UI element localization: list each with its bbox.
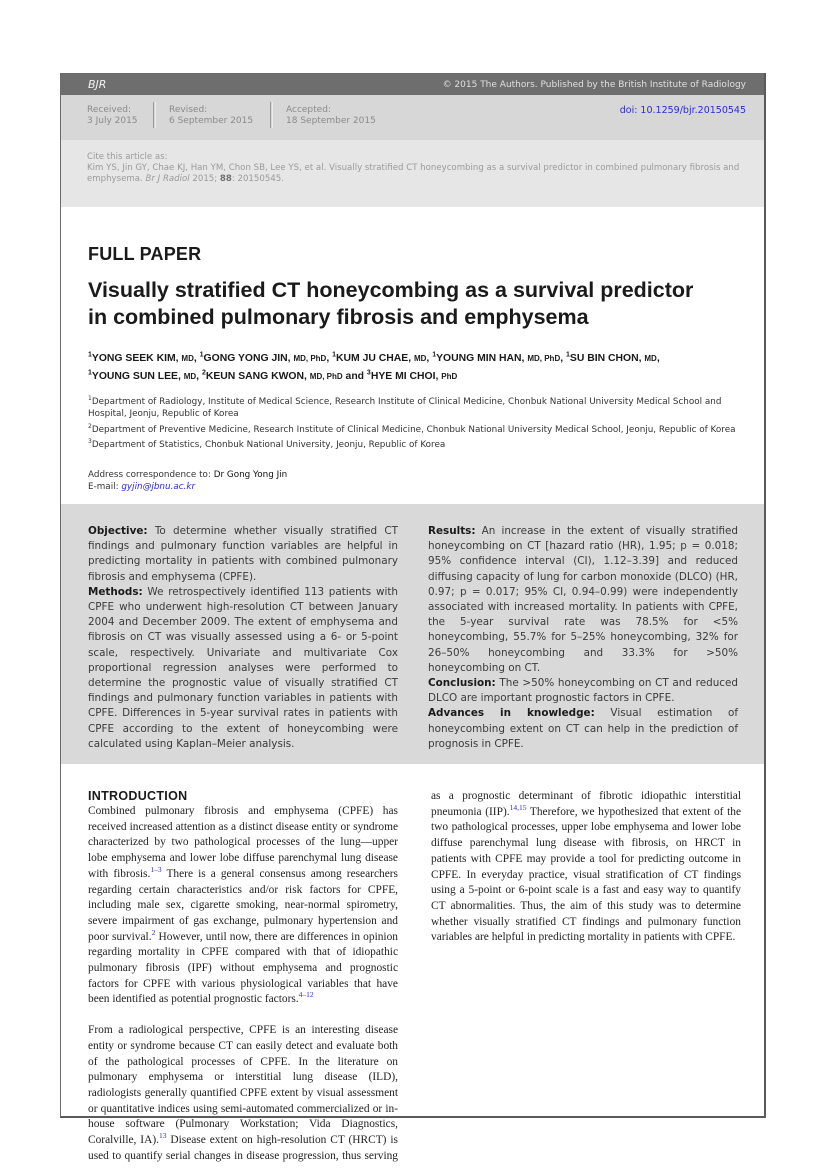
author: $^1$YOUNG SUN LEE, MD, bbox=[88, 369, 202, 382]
author: $^1$SU BIN CHON, MD, bbox=[566, 352, 660, 365]
affiliation: $^2$Department of Preventive Medicine, Research Institute of Clinical Medicine, Chonbuk National University Medical School, Jeonju, Republic of Korea bbox=[88, 422, 736, 435]
divider bbox=[270, 102, 273, 128]
article-type: FULL PAPER bbox=[88, 244, 202, 264]
author: $^1$KUM JU CHAE, MD, bbox=[332, 352, 433, 365]
paper-title: Visually stratified CT honeycombing as a survival predictor in combined pulmonary fibrosis and emphysema bbox=[88, 278, 694, 329]
affiliation: $^1$Department of Radiology, Institute of Medical Science, Research Institute of Clinical Medicine, Chonbuk National University Medical School and Hospital, Jeonju, Republic of Korea bbox=[88, 394, 722, 420]
accepted-label: Accepted: bbox=[286, 105, 331, 115]
citation-box bbox=[61, 140, 764, 207]
section-heading: INTRODUCTION bbox=[88, 789, 188, 803]
received-date bbox=[87, 105, 138, 127]
journal-header-bar bbox=[61, 74, 764, 95]
reference-link[interactable]: 14,15 bbox=[509, 802, 527, 812]
reference-link[interactable]: 2 bbox=[151, 927, 156, 937]
reference-link[interactable]: 1–3 bbox=[150, 865, 162, 875]
author: $^1$GONG YONG JIN, MD, PhD, bbox=[199, 352, 333, 365]
citation-text: Kim YS, Jin GY, Chae KJ, Han YM, Chon SB, Lee YS, et al. Visually stratified CT honeycombing as a survival predictor in combined pulmonary fibrosis and emphysema. Br J Radiol 2015; 88: 20150545. bbox=[87, 163, 740, 184]
paragraph: Combined pulmonary fibrosis and emphysema (CPFE) has received increased attention as a distinct disease entity or syndrome characterized by two pathological processes of the lung—upper lobe emphysema and lower lobe diffuse parenchymal lung disease with fibrosis.$^{1-3}$ There is a general consensus among researchers regarding certain characteristics and/or risk factors for CPFE, including male sex, cigarette smoking, near-normal spirometry, severe impairment of gas exchange, pulmonary hypertension and poor survival.$^2$ However, until now, there are differences in opinion regarding mortality in CPFE compared with that of idiopathic pulmonary fibrosis (IPF) without emphysema and prognostic factors for CPFE with various physiological variables that have been identified as potential prognostic factors.$^{4-12}$ bbox=[88, 805, 398, 1006]
citation-label: Cite this article as: bbox=[87, 152, 168, 162]
copyright-notice: © 2015 The Authors. Published by the British Institute of Radiology bbox=[442, 79, 746, 90]
author: $^3$HYE MI CHOI, PhD bbox=[366, 369, 458, 382]
revised-label: Revised: bbox=[169, 105, 208, 115]
reference-link[interactable]: 13 bbox=[158, 1131, 167, 1141]
email-link[interactable]: gyjin@jbnu.ac.kr bbox=[121, 482, 196, 493]
article-body bbox=[88, 789, 741, 1167]
revised-value: 6 September 2015 bbox=[169, 116, 254, 126]
author: $^2$KEUN SANG KWON, MD, PhD and bbox=[201, 369, 367, 382]
abstract-advances: Advances in knowledge: Visual estimation of honeycombing extent on CT can help in the prediction of prognosis in CPFE. bbox=[428, 707, 738, 750]
abstract-conclusion: Conclusion: The >50% honeycombing on CT and reduced DLCO are important prognostic factors in CPFE. bbox=[428, 677, 738, 705]
paragraph: From a radiological perspective, CPFE is an interesting disease entity or syndrome because CT can easily detect and evaluate both of the pathological processes of CPFE. In the literature on pulmonary emphysema or interstitial lung disease (ILD), radiologists generally quantified CPFE extent by visual assessment or quantitative indices using semi-automated commercialized or in-house software (Pulmonary Workstation; Vida Diagnostics, Coralville, IA).$^{13}$ Disease extent on high-resolution CT (HRCT) is used to quantify serial changes in disease progression, thus serving as a prognostic determinant of fibrotic idiopathic interstitial pneumonia (IIP).$^{14,15}$ Therefore, we hypothesized that extent of the two pathological processes, upper lobe emphysema and lower lobe diffuse parenchymal lung disease with fibrosis, on HRCT in patients with CPFE may provide a tool for predicting outcome in CPFE. In everyday practice, visual stratification of CT findings using a 5-point or 6-point scale is a fast and easy way to quantify CT abnormalities. Thus, the aim of this study was to determine whether visually stratified CT findings and pulmonary function variables are helpful in predicting mortality in patients with CPFE. bbox=[88, 790, 741, 1162]
front-matter bbox=[61, 244, 764, 494]
divider bbox=[153, 102, 156, 128]
body-left-column bbox=[88, 789, 741, 1167]
dates-bar bbox=[61, 95, 764, 140]
affiliation: $^3$Department of Statistics, Chonbuk National University, Jeonju, Republic of Korea bbox=[88, 438, 446, 451]
affiliations bbox=[88, 393, 738, 452]
author: $^1$YOUNG MIN HAN, MD, PhD, bbox=[432, 352, 566, 365]
received-value: 3 July 2015 bbox=[87, 116, 138, 126]
doi-link[interactable]: doi: 10.1259/bjr.20150545 bbox=[619, 105, 746, 116]
correspondence: Address correspondence to: Dr Gong Yong Jin E-mail: gyjin@jbnu.ac.kr bbox=[88, 469, 288, 493]
abstract-box bbox=[61, 504, 764, 764]
received-label: Received: bbox=[87, 105, 131, 115]
abstract-left-column bbox=[88, 524, 398, 764]
abstract-results: Results: An increase in the extent of visually stratified honeycombing on CT [hazard ratio (HR), 1.95; p = 0.018; 95% confidence interval (CI), 1.12–3.39] and reduced diffusing capacity of lung for carbon monoxide (DLCO) (HR, 0.97; p = 0.017; 95% CI, 0.94–0.99) were independently associated with increased mortality. In patients with CPFE, the 5-year survival rate was 78.5% for <5% honeycombing, 55.7% for 5–25% honeycombing, 32% for 26–50% honeycombing and 33.3% for >50% honeycombing on CT. bbox=[428, 525, 738, 674]
revised-date bbox=[169, 105, 253, 127]
accepted-value: 18 September 2015 bbox=[286, 116, 376, 126]
page-frame bbox=[60, 73, 766, 1162]
abstract-right-column bbox=[428, 524, 738, 764]
correspondence-name: Dr Gong Yong Jin bbox=[213, 469, 288, 480]
abstract-methods: Methods: We retrospectively identified 113 patients with CPFE who underwent high-resolution CT between January 2004 and December 2009. The extent of emphysema and fibrosis on CT was visually assessed using a 6- or 5-point scale, respectively. Univariate and multivariate Cox proportional regression analyses were performed to determine the prognostic value of visually stratified CT findings and pulmonary function variables in patients with CPFE. Differences in 5-year survival rates in patients with CPFE according to the extent of honeycombing were calculated using Kaplan–Meier analysis. bbox=[88, 585, 398, 750]
reference-link[interactable]: 4–12 bbox=[298, 990, 314, 1000]
journal-name: BJR bbox=[88, 78, 107, 91]
author-list bbox=[88, 349, 738, 384]
abstract-objective: Objective: To determine whether visually stratified CT findings and pulmonary function variables are helpful in predicting mortality in patients with combined pulmonary fibrosis and emphysema (CPFE). bbox=[88, 525, 398, 583]
accepted-date bbox=[286, 105, 376, 127]
author: $^1$YONG SEEK KIM, MD, bbox=[88, 352, 200, 365]
